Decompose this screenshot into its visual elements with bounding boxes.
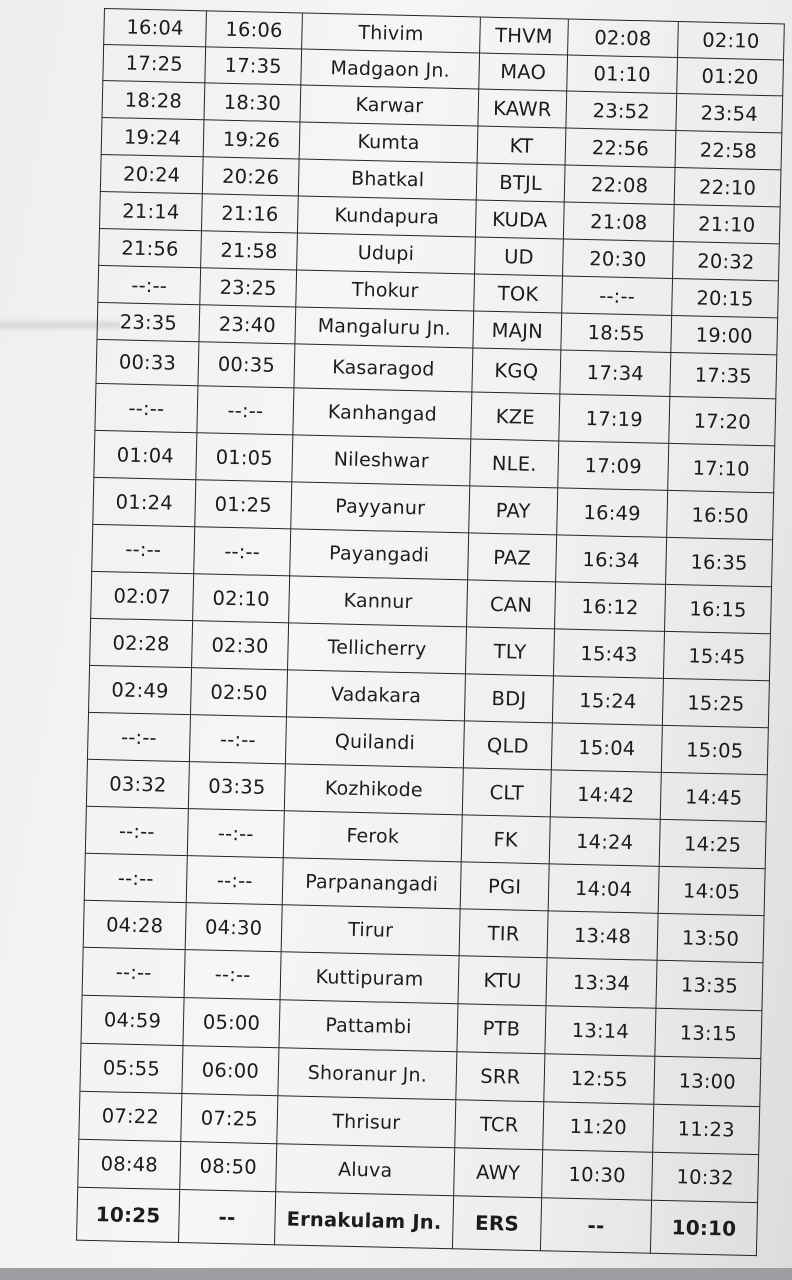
- arrival-time-up: 04:59: [81, 995, 184, 1045]
- departure-time-down: 17:20: [669, 396, 776, 445]
- arrival-time-up: 23:35: [97, 302, 200, 341]
- station-name: Quilandi: [285, 717, 464, 768]
- arrival-time-up: 17:25: [103, 45, 206, 83]
- station-name: Madgaon Jn.: [301, 49, 480, 89]
- departure-time-up: 23:25: [200, 268, 297, 307]
- arrival-time-up: --:--: [85, 806, 188, 855]
- departure-time-down: 17:10: [668, 443, 775, 492]
- station-name: Payyanur: [291, 482, 470, 533]
- departure-time-up: 16:06: [206, 11, 303, 49]
- departure-time-down: 22:58: [675, 131, 782, 170]
- arrival-time-down: 16:34: [556, 535, 667, 584]
- departure-time-down: 13:00: [654, 1056, 761, 1106]
- departure-time-down: 10:32: [652, 1152, 759, 1202]
- arrival-time-down: 13:48: [547, 911, 658, 960]
- arrival-time-up: 02:07: [91, 571, 194, 620]
- station-name: Bhatkal: [298, 159, 477, 200]
- arrival-time-down: 14:24: [549, 817, 660, 866]
- station-name: Kundapura: [297, 196, 476, 237]
- departure-time-down: 13:15: [655, 1008, 762, 1058]
- departure-time-down: 17:35: [670, 352, 777, 398]
- departure-time-up: --:--: [197, 386, 294, 435]
- arrival-time-down: 16:12: [555, 582, 666, 631]
- arrival-time-down: 13:34: [546, 958, 657, 1008]
- departure-time-down: 22:10: [674, 167, 781, 206]
- station-name: Tellicherry: [288, 623, 467, 674]
- station-code: PTB: [457, 1004, 546, 1054]
- station-code: CAN: [467, 580, 556, 629]
- departure-time-up: 05:00: [183, 998, 280, 1048]
- arrival-time-down: 15:04: [551, 723, 662, 772]
- station-name: Udupi: [297, 233, 476, 274]
- departure-time-up: --: [179, 1190, 276, 1245]
- arrival-time-up: 02:28: [90, 618, 193, 667]
- station-code: TOK: [474, 274, 563, 313]
- timetable-body: [77, 9, 785, 1256]
- departure-time-up: 17:35: [205, 47, 302, 85]
- station-code: QLD: [463, 721, 552, 770]
- timetable-sheet: [76, 8, 784, 1256]
- departure-time-down: 15:45: [663, 631, 770, 680]
- arrival-time-down: 22:08: [564, 165, 675, 204]
- departure-time-up: --:--: [187, 809, 284, 858]
- arrival-time-down: 17:34: [560, 350, 671, 396]
- station-code: THVM: [480, 17, 569, 55]
- station-name: Kumta: [299, 122, 478, 163]
- arrival-time-up: 19:24: [101, 117, 204, 156]
- departure-time-down: 19:00: [671, 315, 778, 354]
- arrival-time-down: 13:14: [545, 1006, 656, 1056]
- station-name: Pattambi: [279, 1000, 458, 1052]
- departure-time-up: --:--: [186, 856, 283, 905]
- arrival-time-up: --:--: [84, 853, 187, 902]
- departure-time-down: 13:35: [656, 960, 763, 1010]
- station-code: KZE: [471, 392, 560, 441]
- arrival-time-down: --:--: [562, 276, 673, 315]
- departure-time-down: 14:05: [658, 866, 765, 915]
- station-name: Aluva: [276, 1144, 455, 1196]
- station-code: ERS: [452, 1196, 541, 1251]
- departure-time-down: 23:54: [676, 94, 783, 133]
- departure-time-up: 21:16: [201, 194, 298, 233]
- arrival-time-up: 02:49: [89, 665, 192, 714]
- station-name: Vadakara: [286, 670, 465, 721]
- arrival-time-up: 20:24: [100, 154, 203, 193]
- departure-time-up: 00:35: [198, 342, 295, 388]
- departure-time-down: 20:15: [672, 278, 779, 317]
- station-code: BTJL: [476, 163, 565, 202]
- arrival-time-up: 08:48: [78, 1139, 181, 1189]
- arrival-time-down: 17:19: [559, 394, 670, 443]
- page-bottom-edge: [0, 1268, 792, 1280]
- arrival-time-up: 10:25: [77, 1187, 180, 1242]
- station-code: NLE.: [470, 439, 559, 488]
- departure-time-up: 07:25: [181, 1094, 278, 1144]
- departure-time-up: 23:40: [199, 305, 296, 344]
- station-name: Kanhangad: [293, 388, 472, 439]
- arrival-time-down: 22:56: [565, 128, 676, 167]
- arrival-time-down: 02:08: [568, 19, 679, 57]
- station-code: TLY: [465, 627, 554, 676]
- departure-time-up: 02:10: [193, 574, 290, 623]
- arrival-time-down: 16:49: [557, 488, 668, 537]
- station-code: KTU: [458, 956, 547, 1006]
- departure-time-down: 21:10: [673, 204, 780, 243]
- station-name: Mangaluru Jn.: [295, 307, 474, 348]
- departure-time-down: 16:15: [665, 584, 772, 633]
- arrival-time-down: 23:52: [566, 91, 677, 130]
- departure-time-up: 04:30: [185, 903, 282, 952]
- arrival-time-up: 04:28: [83, 900, 186, 949]
- arrival-time-down: 21:08: [563, 202, 674, 241]
- departure-time-down: 20:32: [673, 241, 780, 280]
- arrival-time-down: 15:43: [553, 629, 664, 678]
- station-code: KT: [477, 126, 566, 165]
- departure-time-down: 11:23: [653, 1104, 760, 1154]
- arrival-time-up: 00:33: [96, 339, 199, 385]
- station-code: PGI: [460, 862, 549, 911]
- arrival-time-down: 15:24: [552, 676, 663, 725]
- departure-time-up: 21:58: [201, 231, 298, 270]
- departure-time-up: 06:00: [182, 1046, 279, 1096]
- arrival-time-down: 14:42: [550, 770, 661, 819]
- arrival-time-up: 16:04: [104, 9, 207, 47]
- arrival-time-up: 01:04: [94, 430, 197, 479]
- station-name: Tirur: [281, 905, 460, 956]
- departure-time-down: 14:25: [659, 819, 766, 868]
- station-name: Shoranur Jn.: [278, 1048, 457, 1100]
- station-code: KAWR: [478, 89, 567, 128]
- station-code: MAO: [479, 53, 568, 91]
- station-code: KUDA: [475, 200, 564, 239]
- station-code: SRR: [456, 1052, 545, 1102]
- arrival-time-up: 18:28: [102, 80, 205, 119]
- arrival-time-down: 18:55: [561, 313, 672, 352]
- departure-time-down: 15:25: [662, 678, 769, 727]
- departure-time-down: 02:10: [678, 22, 785, 60]
- station-name: Kuttipuram: [280, 952, 459, 1004]
- station-code: MAJN: [473, 311, 562, 350]
- departure-time-down: 01:20: [677, 58, 784, 96]
- departure-time-down: 15:05: [661, 725, 768, 774]
- departure-time-up: 01:25: [195, 480, 292, 529]
- arrival-time-up: --:--: [95, 383, 198, 432]
- departure-time-up: 19:26: [203, 120, 300, 159]
- station-code: FK: [461, 815, 550, 864]
- station-name: Thivim: [302, 13, 481, 53]
- arrival-time-up: --:--: [92, 524, 195, 573]
- arrival-time-up: 07:22: [79, 1091, 182, 1141]
- departure-time-up: 08:50: [180, 1142, 277, 1192]
- station-name: Kannur: [289, 576, 468, 627]
- station-name: Ernakulam Jn.: [274, 1192, 453, 1249]
- arrival-time-down: 20:30: [563, 239, 674, 278]
- arrival-time-down: 01:10: [567, 55, 678, 93]
- station-code: TIR: [459, 909, 548, 958]
- departure-time-up: --:--: [189, 715, 286, 764]
- arrival-time-up: --:--: [98, 265, 201, 304]
- departure-time-up: 01:05: [196, 433, 293, 482]
- station-code: PAY: [469, 486, 558, 535]
- station-name: Kozhikode: [284, 764, 463, 815]
- arrival-time-up: 03:32: [86, 759, 189, 808]
- arrival-time-up: 21:56: [99, 228, 202, 267]
- departure-time-down: 16:50: [667, 490, 774, 539]
- departure-time-up: --:--: [194, 527, 291, 576]
- departure-time-up: 18:30: [204, 83, 301, 122]
- station-name: Thokur: [296, 270, 475, 311]
- departure-time-down: 14:45: [660, 772, 767, 821]
- station-name: Payangadi: [290, 529, 469, 580]
- arrival-time-up: --:--: [82, 947, 185, 997]
- arrival-time-up: --:--: [87, 712, 190, 761]
- departure-time-up: 02:30: [192, 621, 289, 670]
- station-name: Parpanangadi: [282, 858, 461, 909]
- arrival-time-down: 10:30: [542, 1150, 653, 1200]
- timetable: [76, 8, 785, 1256]
- station-code: CLT: [462, 768, 551, 817]
- station-code: PAZ: [468, 533, 557, 582]
- station-name: Kasaragod: [294, 344, 473, 392]
- departure-time-up: 02:50: [190, 668, 287, 717]
- station-code: KGQ: [472, 348, 561, 394]
- departure-time-down: 16:35: [666, 537, 773, 586]
- station-name: Ferok: [283, 811, 462, 862]
- arrival-time-up: 01:24: [93, 477, 196, 526]
- station-code: TCR: [455, 1100, 544, 1150]
- station-name: Karwar: [300, 85, 479, 126]
- arrival-time-down: 12:55: [544, 1054, 655, 1104]
- arrival-time-up: 21:14: [99, 191, 202, 230]
- station-name: Thrisur: [277, 1096, 456, 1148]
- station-name: Nileshwar: [292, 435, 471, 486]
- station-code: UD: [475, 237, 564, 276]
- arrival-time-down: 17:09: [558, 441, 669, 490]
- arrival-time-down: 14:04: [548, 864, 659, 913]
- arrival-time-down: 11:20: [543, 1102, 654, 1152]
- departure-time-up: 20:26: [202, 157, 299, 196]
- departure-time-up: --:--: [184, 950, 281, 1000]
- departure-time-down: 10:10: [650, 1200, 757, 1255]
- arrival-time-up: 05:55: [80, 1043, 183, 1093]
- station-code: BDJ: [464, 674, 553, 723]
- station-code: AWY: [454, 1148, 543, 1198]
- arrival-time-down: --: [540, 1198, 651, 1253]
- departure-time-up: 03:35: [188, 762, 285, 811]
- departure-time-down: 13:50: [657, 913, 764, 962]
